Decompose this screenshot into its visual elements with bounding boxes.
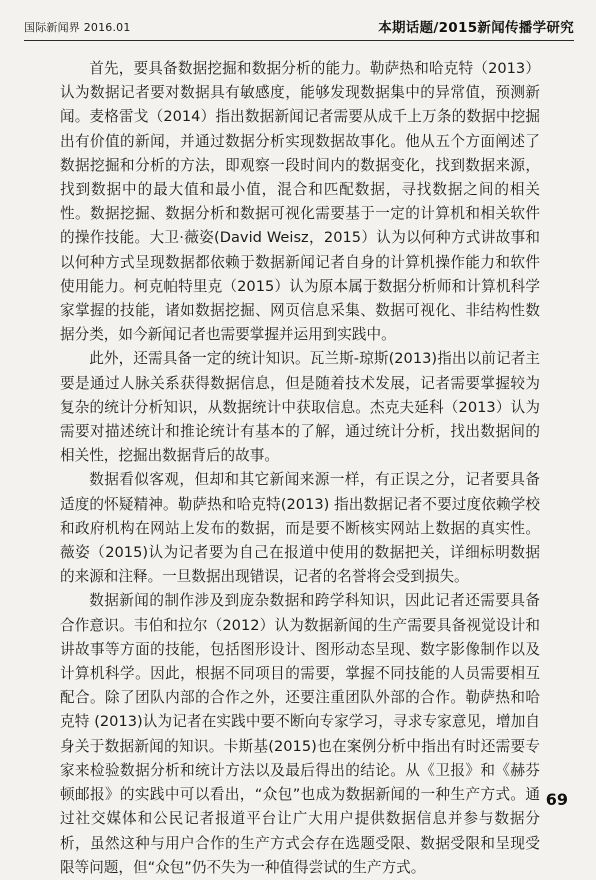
section-title: 本期话题/2015新闻传播学研究 [378,20,574,36]
paragraph: 此外，还需具备一定的统计知识。瓦兰斯-琼斯(2013)指出以前记者主要是通过人脉关系获得数据信息，但是随着技术发展，记者需要掌握较为复杂的统计分析知识，从数据统计中获取信息。杰克夫延科（2013）认为需要对描述统计和推论统计有基本的了解，通过统计分析，找出数据间的相关性，挖掘出数据背后的故事。 [60,350,540,465]
page-number: 69 [545,790,568,809]
paragraph: 数据看似客观，但却和其它新闻来源一样，有正误之分，记者要具备适度的怀疑精神。勒萨热和哈克特(2013) 指出数据记者不要过度依赖学校和政府机构在网站上发布的数据，而是要不断核实网站上数据的真实性。薇姿（2015)认为记者要为自己在报道中使用的数据把关，详细标明数据的来源和注释。一旦数据出现错误，记者的名誉将会受到损失。 [60,471,540,586]
page-header [24,14,574,41]
paragraph: 首先，要具备数据挖掘和数据分析的能力。勒萨热和哈克特（2013）认为数据记者要对数据具有敏感度，能够发现数据集中的异常值，预测新闻。麦格雷戈（2014）指出数据新闻记者需要从成千上万条的数据中挖掘出有价值的新闻，并通过数据分析实现数据故事化。他从五个方面阐述了数据挖掘和分析的方法，即观察一段时间内的数据变化，找到数据来源，找到数据中的最大值和最小值，混合和匹配数据，寻找数据之间的相关性。数据挖掘、数据分析和数据可视化需要基于一定的计算机和相关软件的操作技能。大卫·薇姿(David Weisz，2015）认为以何种方式讲故事和以何种方式呈现数据都依赖于数据新闻记者自身的计算机操作能力和软件使用能力。柯克帕特里克（2015）认为原本属于数据分析师和计算机科学家掌握的技能，诸如数据挖掘、网页信息采集、数据可视化、非结构性数据分类，如今新闻记者也需要掌握并运用到实践中。 [60,60,540,344]
journal-issue: 国际新闻界 2016.01 [24,21,131,34]
article-body [60,57,540,880]
paragraph: 数据新闻的制作涉及到庞杂数据和跨学科知识，因此记者还需要具备合作意识。韦伯和拉尔（2012）认为数据新闻的生产需要具备视觉设计和讲故事等方面的技能，包括图形设计、图形动态呈现、数字影像制作以及计算机科学。因此，根据不同项目的需要，掌握不同技能的人员需要相互配合。除了团队内部的合作之外，还要注重团队外部的合作。勒萨热和哈克特 (2013)认为记者在实践中要不断向专家学习，寻求专家意见，增加自身关于数据新闻的知识。卡斯基(2015)也在案例分析中指出有时还需要专家来检验数据分析和统计方法以及最后得出的结论。从《卫报》和《赫芬顿邮报》的实践中可以看出，“众包”也成为数据新闻的一种生产方式。通过社交媒体和公民记者报道平台让广大用户提供数据信息并参与数据分析，虽然这种与用户合作的生产方式会存在选题受限、数据受限和呈现受限等问题，但“众包”仍不失为一种值得尝试的生产方式。 [60,592,540,876]
